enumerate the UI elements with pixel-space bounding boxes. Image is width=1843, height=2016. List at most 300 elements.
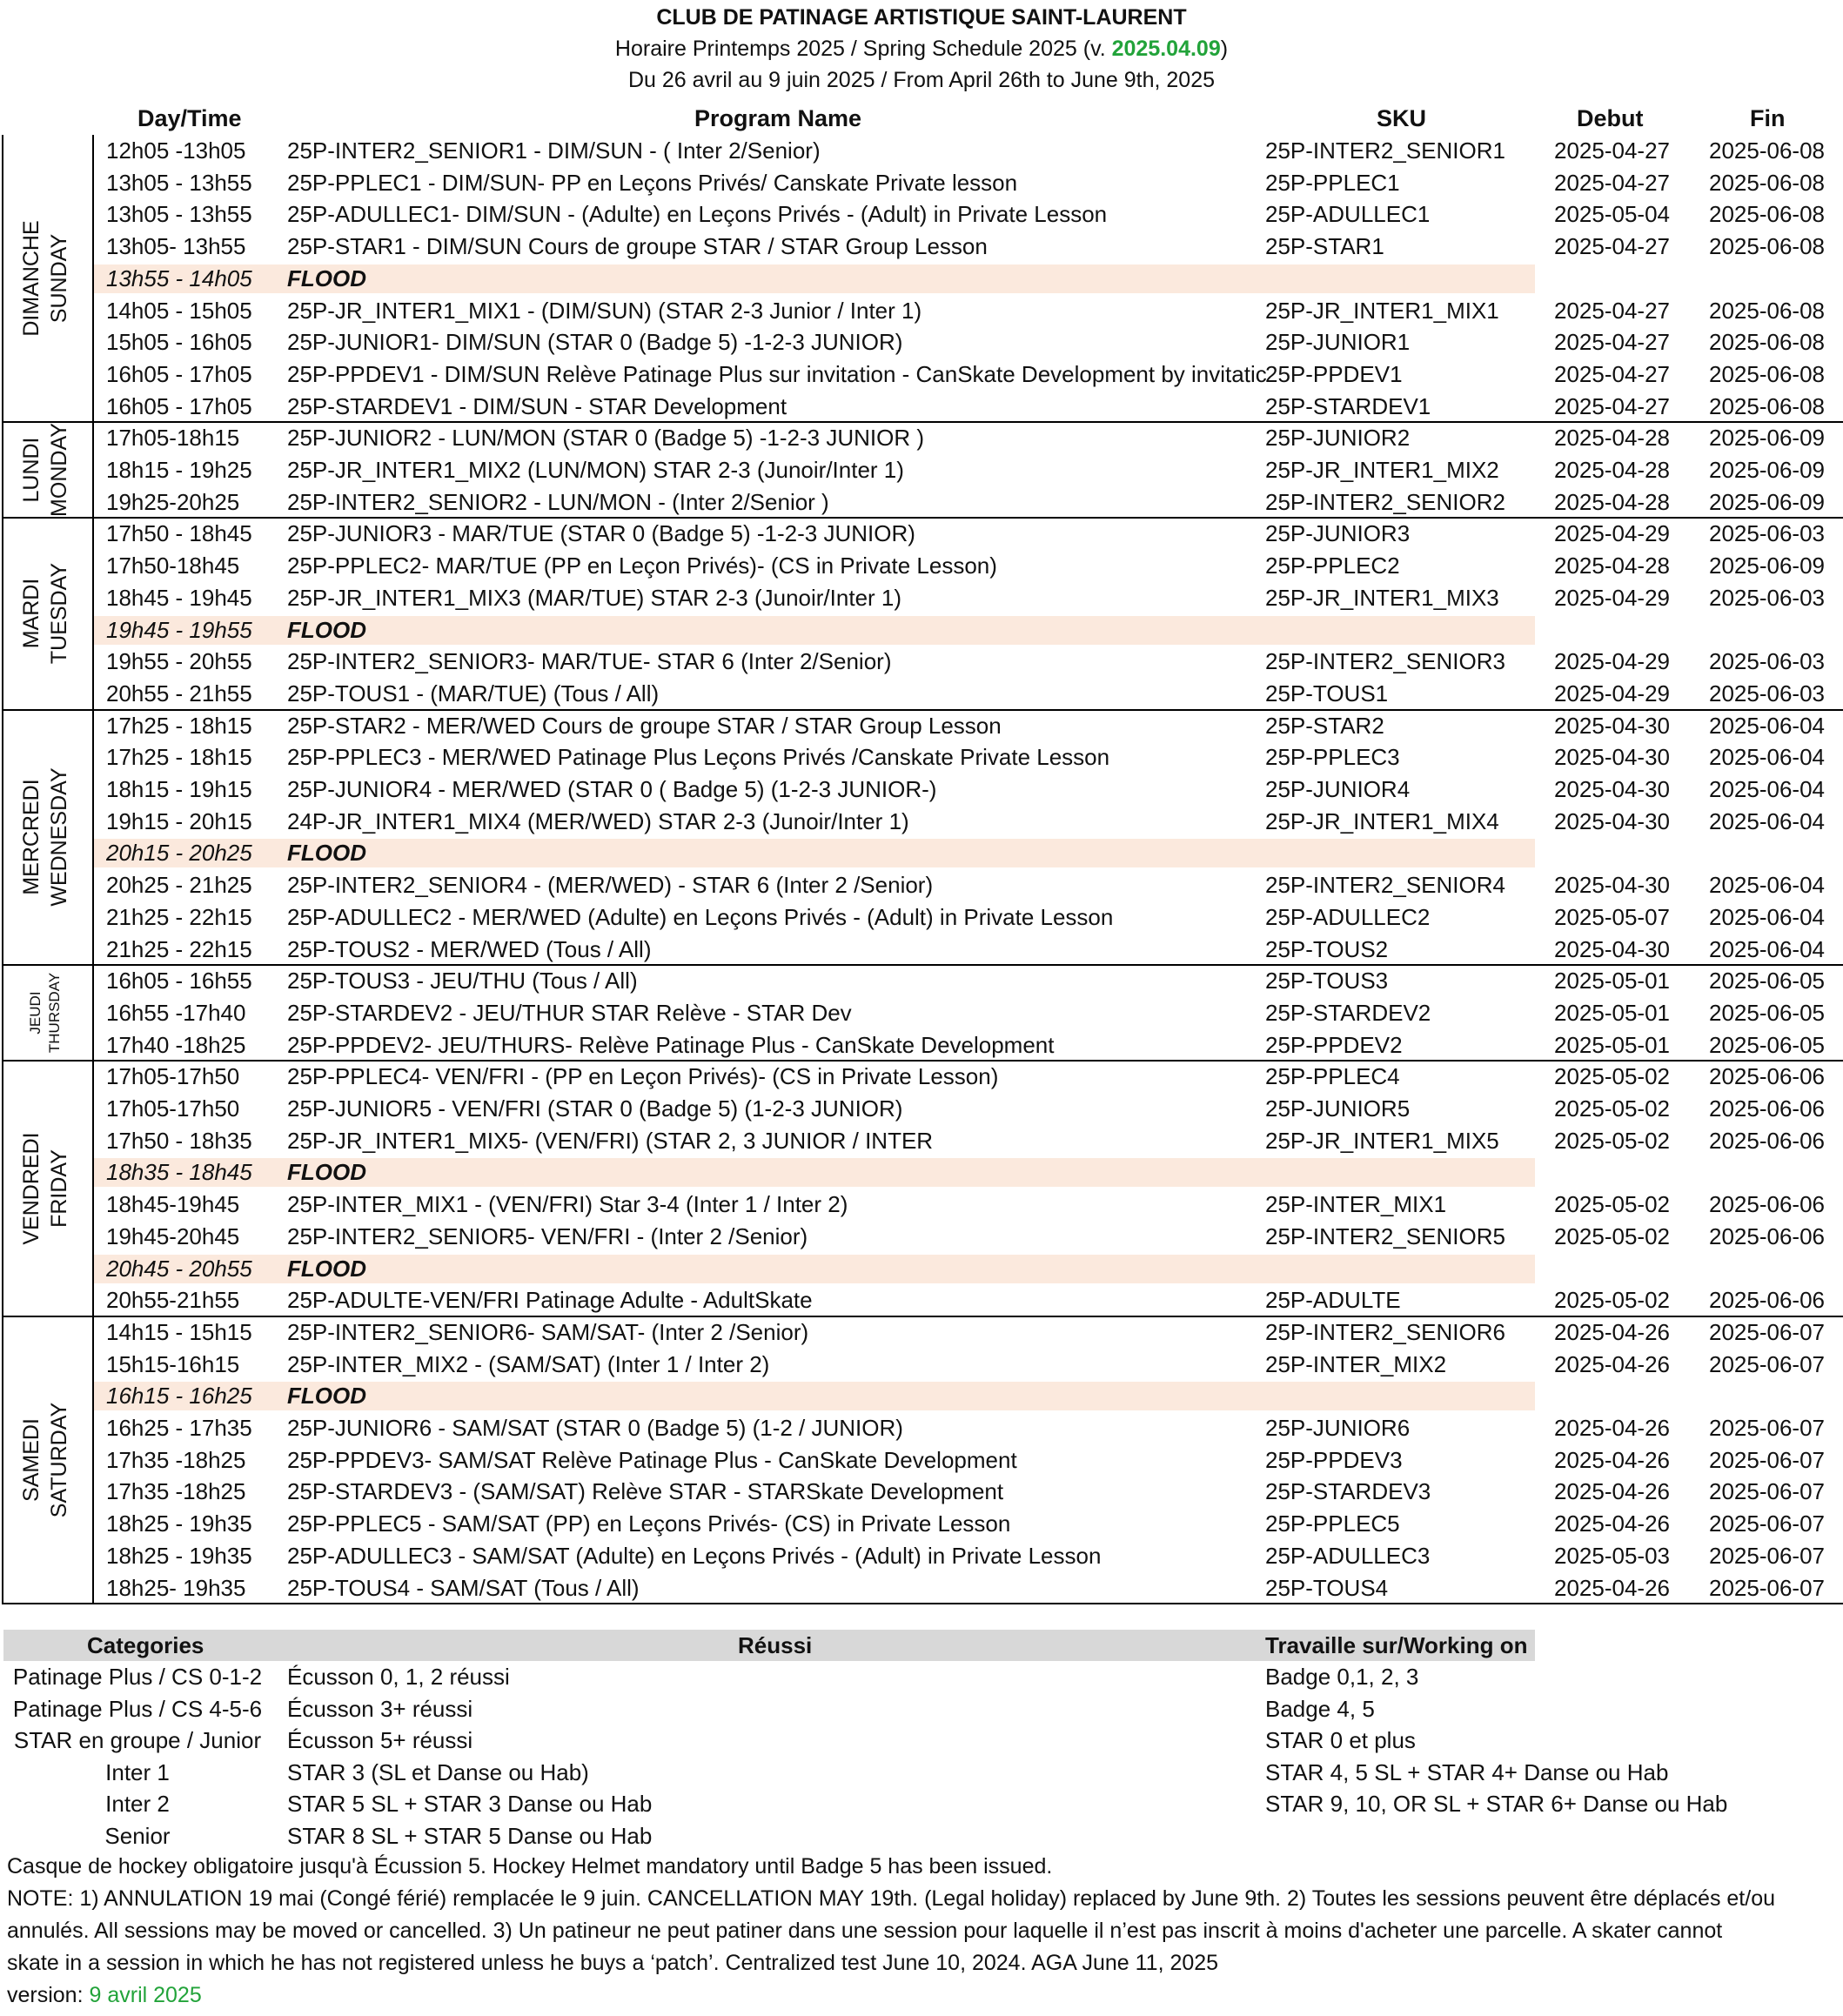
schedule-row [92, 1221, 1843, 1253]
time-cell: 14h15 - 15h15 [106, 1318, 252, 1345]
schedule-row [92, 1476, 1843, 1508]
fin-cell: 2025-06-07 [1709, 1542, 1825, 1569]
note-line-1: NOTE: 1) ANNULATION 19 mai (Congé férié) remplacée le 9 juin. CANCELLATION MAY 19th. (Legal holiday) replaced by June 9th. 2) Toutes les sessions peuvent être déplacés et/ou [7, 1886, 1776, 1911]
schedule-row [92, 1061, 1843, 1093]
category-working-on: STAR 0 et plus [1265, 1727, 1416, 1753]
program-cell: 25P-STARDEV2 - JEU/THUR STAR Relève - STAR Dev [287, 999, 852, 1026]
time-cell: 20h55 - 21h55 [106, 680, 252, 707]
sku-cell: 25P-TOUS1 [1265, 680, 1389, 707]
program-cell: FLOOD [287, 616, 366, 643]
version-date: 9 avril 2025 [89, 1983, 202, 2007]
program-cell: 25P-JUNIOR3 - MAR/TUE (STAR 0 (Badge 5) -1-2-3 JUNIOR) [287, 520, 915, 547]
schedule-row [92, 486, 1843, 519]
schedule-row [92, 646, 1843, 678]
program-cell: 25P-INTER_MIX1 - (VEN/FRI) Star 3-4 (Inter 1 / Inter 2) [287, 1191, 848, 1218]
version-code: 2025.04.09 [1111, 37, 1221, 61]
debut-cell: 2025-04-28 [1554, 457, 1670, 483]
debut-cell [1554, 837, 1711, 869]
fin-cell: 2025-06-07 [1709, 1350, 1825, 1377]
program-cell: FLOOD [287, 840, 366, 867]
column-header-debut: Debut [1577, 105, 1644, 131]
program-cell: 25P-INTER2_SENIOR3- MAR/TUE- STAR 6 (Inter 2/Senior) [287, 648, 892, 675]
program-cell: 25P-JUNIOR5 - VEN/FRI (STAR 0 (Badge 5) (1-2-3 JUNIOR) [287, 1095, 903, 1122]
sku-cell: 25P-JR_INTER1_MIX2 [1265, 457, 1499, 483]
program-cell: 25P-TOUS4 - SAM/SAT (Tous / All) [287, 1574, 640, 1601]
day-label-text [17, 1133, 73, 1245]
day-label [0, 965, 90, 1061]
program-cell: FLOOD [287, 1255, 366, 1282]
time-cell: 16h05 - 17h05 [106, 392, 252, 419]
day-column-border [92, 135, 94, 1604]
table-left-border [2, 135, 3, 1604]
fin-cell: 2025-06-07 [1709, 1446, 1825, 1473]
day-label-text [26, 973, 64, 1053]
time-cell: 13h55 - 14h05 [106, 265, 252, 291]
fin-cell: 2025-06-07 [1709, 1510, 1825, 1537]
program-cell: 25P-JR_INTER1_MIX3 (MAR/TUE) STAR 2-3 (Junoir/Inter 1) [287, 584, 902, 611]
sku-cell [1265, 1253, 1552, 1285]
schedule-row [92, 806, 1843, 838]
debut-cell: 2025-05-04 [1554, 201, 1670, 228]
program-cell: 25P-PPLEC4- VEN/FRI - (PP en Leçon Privés)- (CS in Private Lesson) [287, 1063, 999, 1090]
program-cell: 25P-STAR1 - DIM/SUN Cours de groupe STAR / STAR Group Lesson [287, 233, 988, 260]
debut-cell: 2025-04-26 [1554, 1478, 1670, 1505]
time-cell: 17h35 -18h25 [106, 1478, 246, 1505]
fin-cell: 2025-06-08 [1709, 201, 1825, 228]
time-cell: 17h25 - 18h15 [106, 712, 252, 739]
day-label [0, 422, 90, 518]
fin-cell: 2025-06-06 [1709, 1095, 1825, 1122]
day-name-en: TUESDAY [47, 563, 71, 665]
fin-cell: 2025-06-04 [1709, 903, 1825, 930]
debut-cell: 2025-04-26 [1554, 1318, 1670, 1345]
debut-cell [1554, 1380, 1711, 1412]
fin-cell: 2025-06-03 [1709, 584, 1825, 611]
time-cell: 19h45 - 19h55 [106, 616, 252, 643]
fin-cell [1709, 1253, 1843, 1285]
fin-cell: 2025-06-08 [1709, 169, 1825, 196]
flood-row [92, 263, 1843, 295]
day-label-text [17, 220, 73, 336]
category-reussi: STAR 8 SL + STAR 5 Danse ou Hab [287, 1822, 653, 1849]
debut-cell: 2025-05-02 [1554, 1222, 1670, 1249]
category-reussi: STAR 3 (SL et Danse ou Hab) [287, 1758, 589, 1785]
fin-cell: 2025-06-04 [1709, 935, 1825, 962]
category-name: Patinage Plus / CS 0-1-2 [12, 1664, 263, 1690]
sku-cell: 25P-JUNIOR2 [1265, 425, 1411, 452]
schedule-row [92, 1125, 1843, 1157]
time-cell: 19h25-20h25 [106, 488, 240, 515]
schedule-row [92, 135, 1843, 167]
sku-cell: 25P-ADULLEC1 [1265, 201, 1431, 228]
day-name-fr: LUNDI [19, 437, 44, 503]
time-cell: 17h25 - 18h15 [106, 744, 252, 771]
debut-cell: 2025-04-26 [1554, 1446, 1670, 1473]
day-name-en: SUNDAY [47, 233, 71, 324]
fin-cell: 2025-06-04 [1709, 807, 1825, 834]
program-cell: 25P-PPDEV3- SAM/SAT Relève Patinage Plus - CanSkate Development [287, 1446, 1017, 1473]
debut-cell: 2025-05-01 [1554, 968, 1670, 995]
program-cell: 25P-TOUS1 - (MAR/TUE) (Tous / All) [287, 680, 660, 707]
day-name-en: WEDNESDAY [47, 767, 71, 908]
program-cell: 25P-ADULLEC3 - SAM/SAT (Adulte) en Leçons Privés - (Adult) in Private Lesson [287, 1542, 1102, 1569]
debut-cell: 2025-04-27 [1554, 233, 1670, 260]
flood-row [92, 837, 1843, 869]
schedule-row [92, 1349, 1843, 1381]
day-label-text [17, 768, 73, 907]
helmet-note: Casque de hockey obligatoire jusqu'à Écussion 5. Hockey Helmet mandatory until Badge 5 has been issued. [7, 1854, 1053, 1879]
sku-cell: 25P-INTER_MIX2 [1265, 1350, 1447, 1377]
category-name: Senior [104, 1822, 171, 1849]
day-name-fr: SAMEDI [19, 1418, 44, 1502]
fin-cell [1709, 1156, 1843, 1189]
time-cell: 13h05 - 13h55 [106, 169, 252, 196]
program-cell: 25P-STAR2 - MER/WED Cours de groupe STAR / STAR Group Lesson [287, 712, 1002, 739]
sku-cell: 25P-TOUS3 [1265, 968, 1389, 995]
fin-cell: 2025-06-03 [1709, 680, 1825, 707]
sku-cell: 25P-INTER2_SENIOR1 [1265, 137, 1505, 164]
fin-cell: 2025-06-04 [1709, 744, 1825, 771]
program-cell: 25P-INTER2_SENIOR2 - LUN/MON - (Inter 2/Senior ) [287, 488, 829, 515]
fin-cell: 2025-06-07 [1709, 1478, 1825, 1505]
schedule-row [92, 1316, 1843, 1349]
sku-cell: 25P-ADULTE [1265, 1287, 1401, 1314]
fin-cell: 2025-06-09 [1709, 425, 1825, 452]
category-name: Inter 2 [105, 1791, 170, 1817]
fin-cell: 2025-06-09 [1709, 553, 1825, 579]
time-cell: 16h15 - 16h25 [106, 1383, 252, 1410]
time-cell: 21h25 - 22h15 [106, 935, 252, 962]
time-cell: 17h05-17h50 [106, 1063, 240, 1090]
sku-cell: 25P-JUNIOR5 [1265, 1095, 1411, 1122]
day-name-fr: VENDREDI [19, 1132, 44, 1245]
sku-cell: 25P-STARDEV2 [1265, 999, 1431, 1026]
flood-row [92, 1380, 1843, 1412]
debut-cell: 2025-05-02 [1554, 1127, 1670, 1154]
program-cell: 25P-INTER2_SENIOR6- SAM/SAT- (Inter 2 /Senior) [287, 1318, 809, 1345]
category-working-on: STAR 9, 10, OR SL + STAR 6+ Danse ou Hab [1265, 1791, 1728, 1817]
debut-cell: 2025-05-02 [1554, 1095, 1670, 1122]
program-cell: FLOOD [287, 265, 366, 291]
debut-cell: 2025-05-02 [1554, 1287, 1670, 1314]
day-label-text [17, 423, 73, 517]
schedule-row [92, 1508, 1843, 1540]
program-cell: 25P-TOUS2 - MER/WED (Tous / All) [287, 935, 652, 962]
fin-cell [1709, 614, 1843, 646]
debut-cell: 2025-04-29 [1554, 648, 1670, 675]
debut-cell: 2025-04-30 [1554, 712, 1670, 739]
time-cell: 18h15 - 19h25 [106, 457, 252, 483]
day-name-fr: DIMANCHE [19, 220, 44, 337]
time-cell: 15h15-16h15 [106, 1350, 240, 1377]
day-label-text [17, 563, 73, 664]
time-cell: 16h05 - 17h05 [106, 360, 252, 387]
schedule-row [92, 741, 1843, 774]
program-cell: 25P-INTER_MIX2 - (SAM/SAT) (Inter 1 / Inter 2) [287, 1350, 770, 1377]
fin-cell: 2025-06-07 [1709, 1318, 1825, 1345]
time-cell: 20h45 - 20h55 [106, 1255, 252, 1282]
time-cell: 17h40 -18h25 [106, 1031, 246, 1058]
note-line-3: skate in a session in which he has not registered unless he buys a ‘patch’. Centralized test June 10, 2024. AGA June 11, 2025 [7, 1951, 1219, 1975]
column-header-fin: Fin [1750, 105, 1786, 131]
fin-cell [1709, 263, 1843, 295]
sku-cell: 25P-JUNIOR6 [1265, 1415, 1411, 1441]
schedule-row [92, 965, 1843, 997]
fin-cell: 2025-06-05 [1709, 999, 1825, 1026]
debut-cell [1554, 614, 1711, 646]
debut-cell: 2025-04-29 [1554, 584, 1670, 611]
fin-cell: 2025-06-08 [1709, 329, 1825, 356]
schedule-row [92, 422, 1843, 454]
day-name-fr: JEUDI [27, 991, 44, 1035]
day-label [0, 135, 90, 422]
time-cell: 18h25 - 19h35 [106, 1542, 252, 1569]
category-reussi: Écusson 5+ réussi [287, 1727, 473, 1753]
category-reussi: Écusson 3+ réussi [287, 1695, 473, 1722]
sku-cell: 25P-PPLEC5 [1265, 1510, 1400, 1537]
schedule-dates: Du 26 avril au 9 juin 2025 / From April 26th to June 9th, 2025 [627, 68, 1216, 92]
fin-cell [1709, 1380, 1843, 1412]
sku-cell: 25P-PPLEC4 [1265, 1063, 1400, 1090]
time-cell: 20h15 - 20h25 [106, 840, 252, 867]
fin-cell: 2025-06-08 [1709, 233, 1825, 260]
program-cell: 25P-JUNIOR4 - MER/WED (STAR 0 ( Badge 5) (1-2-3 JUNIOR-) [287, 776, 937, 802]
debut-cell: 2025-04-26 [1554, 1350, 1670, 1377]
fin-cell: 2025-06-06 [1709, 1063, 1825, 1090]
debut-cell: 2025-04-27 [1554, 392, 1670, 419]
fin-cell: 2025-06-09 [1709, 488, 1825, 515]
fin-cell: 2025-06-08 [1709, 392, 1825, 419]
time-cell: 20h55-21h55 [106, 1287, 240, 1314]
working-on-header: Travaille sur/Working on [1265, 1632, 1528, 1658]
schedule-row [92, 231, 1843, 263]
column-header-day-time: Day/Time [137, 105, 242, 131]
debut-cell: 2025-04-29 [1554, 520, 1670, 547]
fin-cell: 2025-06-03 [1709, 520, 1825, 547]
fin-cell: 2025-06-08 [1709, 297, 1825, 324]
schedule-row [92, 1444, 1843, 1477]
time-cell: 17h50-18h45 [106, 553, 240, 579]
fin-cell: 2025-06-07 [1709, 1415, 1825, 1441]
fin-cell: 2025-06-06 [1709, 1127, 1825, 1154]
program-cell: 25P-JR_INTER1_MIX5- (VEN/FRI) (STAR 2, 3 JUNIOR / INTER [287, 1127, 934, 1154]
schedule-row [92, 326, 1843, 358]
sku-cell: 25P-JR_INTER1_MIX4 [1265, 807, 1499, 834]
schedule-row [92, 1412, 1843, 1444]
time-cell: 17h35 -18h25 [106, 1446, 246, 1473]
time-cell: 16h55 -17h40 [106, 999, 246, 1026]
schedule-row [92, 582, 1843, 614]
time-cell: 18h25 - 19h35 [106, 1510, 252, 1537]
category-working-on: Badge 4, 5 [1265, 1695, 1375, 1722]
time-cell: 21h25 - 22h15 [106, 903, 252, 930]
category-reussi: STAR 5 SL + STAR 3 Danse ou Hab [287, 1791, 653, 1817]
time-cell: 15h05 - 16h05 [106, 329, 252, 356]
program-cell: 25P-PPLEC2- MAR/TUE (PP en Leçon Privés)- (CS in Private Lesson) [287, 553, 997, 579]
program-cell: FLOOD [287, 1159, 366, 1186]
schedule-row [92, 1093, 1843, 1125]
day-name-fr: MERCREDI [19, 779, 44, 896]
flood-row [92, 1156, 1843, 1189]
schedule-row [92, 710, 1843, 742]
debut-cell: 2025-04-29 [1554, 680, 1670, 707]
program-cell: 25P-INTER2_SENIOR1 - DIM/SUN - ( Inter 2/Senior) [287, 137, 821, 164]
sku-cell: 25P-JR_INTER1_MIX1 [1265, 297, 1499, 324]
fin-cell: 2025-06-06 [1709, 1287, 1825, 1314]
sku-cell: 25P-PPLEC1 [1265, 169, 1400, 196]
debut-cell: 2025-05-01 [1554, 1031, 1670, 1058]
fin-cell: 2025-06-08 [1709, 137, 1825, 164]
schedule-row [92, 1284, 1843, 1316]
day-label [0, 710, 90, 966]
time-cell: 17h50 - 18h45 [106, 520, 252, 547]
day-label [0, 1061, 90, 1316]
sku-cell: 25P-PPLEC2 [1265, 553, 1400, 579]
sku-cell: 25P-PPDEV1 [1265, 360, 1403, 387]
fin-cell: 2025-06-05 [1709, 1031, 1825, 1058]
sku-cell: 25P-TOUS4 [1265, 1574, 1389, 1601]
program-cell: 25P-ADULLEC1- DIM/SUN - (Adulte) en Leçons Privés - (Adult) in Private Lesson [287, 201, 1108, 228]
schedule-row [92, 1572, 1843, 1604]
schedule-row [92, 997, 1843, 1029]
day-label-text [17, 1403, 73, 1517]
time-cell: 13h05 - 13h55 [106, 201, 252, 228]
time-cell: 18h45-19h45 [106, 1191, 240, 1218]
sku-cell: 25P-ADULLEC3 [1265, 1542, 1431, 1569]
schedule-row [92, 550, 1843, 582]
program-cell: 25P-PPLEC3 - MER/WED Patinage Plus Leçons Privés /Canskate Private Lesson [287, 744, 1110, 771]
category-working-on: STAR 4, 5 SL + STAR 4+ Danse ou Hab [1265, 1758, 1669, 1785]
schedule-row [92, 454, 1843, 486]
debut-cell: 2025-04-28 [1554, 553, 1670, 579]
schedule-subtitle: Horaire Printemps 2025 / Spring Schedule 2025 (v. 2025.04.09) [614, 37, 1229, 61]
debut-cell: 2025-04-30 [1554, 872, 1670, 899]
schedule-row [92, 1189, 1843, 1221]
day-label [0, 1316, 90, 1604]
program-cell: 25P-JR_INTER1_MIX2 (LUN/MON) STAR 2-3 (Junoir/Inter 1) [287, 457, 904, 483]
time-cell: 12h05 -13h05 [106, 137, 246, 164]
column-header-sku: SKU [1377, 105, 1427, 131]
sku-cell: 25P-ADULLEC2 [1265, 903, 1431, 930]
debut-cell: 2025-04-26 [1554, 1415, 1670, 1441]
fin-cell: 2025-06-05 [1709, 968, 1825, 995]
time-cell: 19h45-20h45 [106, 1222, 240, 1249]
club-title: CLUB DE PATINAGE ARTISTIQUE SAINT-LAURENT [656, 5, 1187, 30]
debut-cell: 2025-04-28 [1554, 425, 1670, 452]
program-cell: 25P-ADULTE-VEN/FRI Patinage Adulte - AdultSkate [287, 1287, 813, 1314]
schedule-row [92, 358, 1843, 391]
fin-cell: 2025-06-07 [1709, 1574, 1825, 1601]
sku-cell: 25P-INTER2_SENIOR5 [1265, 1222, 1505, 1249]
fin-cell: 2025-06-04 [1709, 712, 1825, 739]
schedule-row [92, 295, 1843, 327]
category-name: Patinage Plus / CS 4-5-6 [12, 1695, 263, 1722]
fin-cell: 2025-06-06 [1709, 1191, 1825, 1218]
debut-cell [1554, 263, 1711, 295]
version-line: version: 9 avril 2025 [7, 1983, 202, 2007]
time-cell: 19h55 - 20h55 [106, 648, 252, 675]
fin-cell: 2025-06-09 [1709, 457, 1825, 483]
day-name-en: MONDAY [47, 423, 71, 518]
reussi-header: Réussi [738, 1632, 813, 1658]
fin-cell: 2025-06-03 [1709, 648, 1825, 675]
debut-cell: 2025-04-27 [1554, 137, 1670, 164]
program-cell: 25P-JR_INTER1_MIX1 - (DIM/SUN) (STAR 2-3 Junior / Inter 1) [287, 297, 922, 324]
debut-cell [1554, 1253, 1711, 1285]
program-cell: 25P-JUNIOR2 - LUN/MON (STAR 0 (Badge 5) -1-2-3 JUNIOR ) [287, 425, 924, 452]
time-cell: 14h05 - 15h05 [106, 297, 252, 324]
fin-cell: 2025-06-08 [1709, 360, 1825, 387]
schedule-header [0, 0, 1843, 96]
program-cell: 25P-TOUS3 - JEU/THU (Tous / All) [287, 968, 638, 995]
fin-cell: 2025-06-06 [1709, 1222, 1825, 1249]
program-cell: FLOOD [287, 1383, 366, 1410]
debut-cell: 2025-04-27 [1554, 360, 1670, 387]
category-name: Inter 1 [105, 1758, 170, 1785]
debut-cell: 2025-05-01 [1554, 999, 1670, 1026]
sku-cell: 25P-INTER2_SENIOR2 [1265, 488, 1505, 515]
sku-cell: 25P-INTER2_SENIOR6 [1265, 1318, 1505, 1345]
schedule-row [92, 934, 1843, 966]
categories-header: Categories [87, 1632, 204, 1658]
time-cell: 18h15 - 19h15 [106, 776, 252, 802]
debut-cell: 2025-04-30 [1554, 935, 1670, 962]
category-name: STAR en groupe / Junior [13, 1727, 262, 1753]
program-cell: 25P-PPLEC1 - DIM/SUN- PP en Leçons Privés/ Canskate Private lesson [287, 169, 1018, 196]
debut-cell: 2025-04-30 [1554, 807, 1670, 834]
fin-cell: 2025-06-04 [1709, 872, 1825, 899]
sku-cell: 25P-INTER_MIX1 [1265, 1191, 1447, 1218]
schedule-row [92, 901, 1843, 934]
sku-cell [1265, 263, 1552, 295]
fin-cell [1709, 837, 1843, 869]
sku-cell: 25P-STAR2 [1265, 712, 1384, 739]
category-working-on: Badge 0,1, 2, 3 [1265, 1664, 1419, 1690]
note-line-2: annulés. All sessions may be moved or cancelled. 3) Un patineur ne peut patiner dans une session pour laquelle il n’est pas inscrit à moins d'acheter une parcelle. A skater cannot [7, 1919, 1723, 1943]
sku-cell: 25P-JR_INTER1_MIX3 [1265, 584, 1499, 611]
debut-cell: 2025-05-07 [1554, 903, 1670, 930]
time-cell: 16h25 - 17h35 [106, 1415, 252, 1441]
program-cell: 25P-JUNIOR1- DIM/SUN (STAR 0 (Badge 5) -1-2-3 JUNIOR) [287, 329, 903, 356]
sku-cell [1265, 614, 1552, 646]
program-cell: 24P-JR_INTER1_MIX4 (MER/WED) STAR 2-3 (Junoir/Inter 1) [287, 807, 909, 834]
time-cell: 13h05- 13h55 [106, 233, 246, 260]
program-cell: 25P-JUNIOR6 - SAM/SAT (STAR 0 (Badge 5) (1-2 / JUNIOR) [287, 1415, 903, 1441]
sku-cell: 25P-TOUS2 [1265, 935, 1389, 962]
sku-cell: 25P-PPLEC3 [1265, 744, 1400, 771]
program-cell: 25P-ADULLEC2 - MER/WED (Adulte) en Leçons Privés - (Adult) in Private Lesson [287, 903, 1114, 930]
debut-cell: 2025-05-03 [1554, 1542, 1670, 1569]
time-cell: 18h35 - 18h45 [106, 1159, 252, 1186]
schedule-row [92, 678, 1843, 710]
sku-cell: 25P-PPDEV3 [1265, 1446, 1403, 1473]
flood-row [92, 614, 1843, 646]
program-cell: 25P-INTER2_SENIOR5- VEN/FRI - (Inter 2 /Senior) [287, 1222, 808, 1249]
sku-cell [1265, 1380, 1552, 1412]
program-cell: 25P-STARDEV3 - (SAM/SAT) Relève STAR - STARSkate Development [287, 1478, 1004, 1505]
day-label [0, 518, 90, 709]
sku-cell [1265, 837, 1552, 869]
sku-cell: 25P-INTER2_SENIOR3 [1265, 648, 1505, 675]
time-cell: 17h05-18h15 [106, 425, 240, 452]
program-cell: 25P-PPLEC5 - SAM/SAT (PP) en Leçons Privés- (CS) in Private Lesson [287, 1510, 1011, 1537]
column-header-program: Program Name [694, 105, 862, 131]
sku-cell: 25P-JUNIOR3 [1265, 520, 1411, 547]
time-cell: 17h50 - 18h35 [106, 1127, 252, 1154]
time-cell: 20h25 - 21h25 [106, 872, 252, 899]
debut-cell: 2025-04-26 [1554, 1574, 1670, 1601]
debut-cell: 2025-04-30 [1554, 744, 1670, 771]
